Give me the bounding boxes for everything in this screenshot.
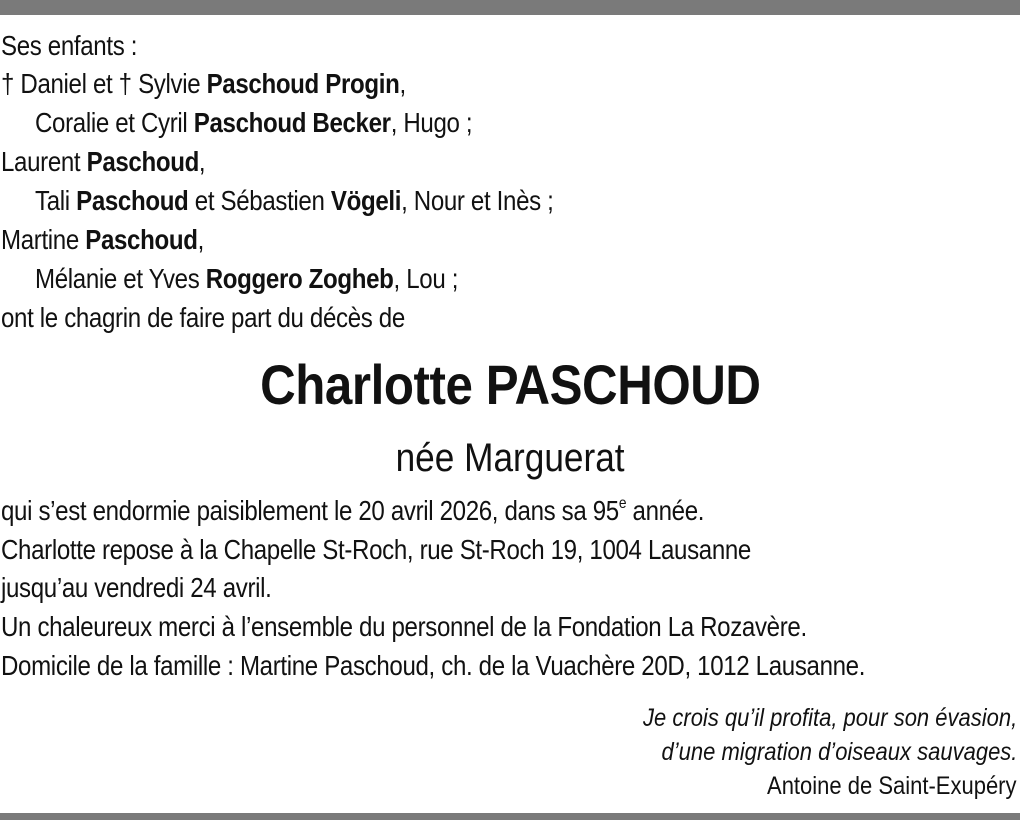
family-line-2: Coralie et Cyril Paschoud Becker, Hugo ; bbox=[35, 107, 473, 138]
detail-line-4: Un chaleureux merci à l’ensemble du personnel de la Fondation La Rozavère. bbox=[1, 611, 807, 642]
family-line-6: Mélanie et Yves Roggero Zogheb, Lou ; bbox=[35, 263, 459, 294]
quote-author: Antoine de Saint-Exupéry bbox=[767, 772, 1017, 800]
announcement-line: ont le chagrin de faire part du décès de bbox=[1, 302, 405, 333]
bottom-rule bbox=[0, 813, 1020, 820]
top-rule bbox=[0, 0, 1020, 15]
family-surname: Roggero Zogheb bbox=[205, 263, 394, 294]
family-surname: Paschoud bbox=[85, 224, 198, 255]
family-line-3: Laurent Paschoud, bbox=[1, 146, 206, 177]
family-line-5: Martine Paschoud, bbox=[1, 224, 204, 255]
detail-line-1: qui s’est endormie paisiblement le 20 avril 2026, dans sa 95e année. bbox=[1, 495, 705, 526]
quote-line-2: d’une migration d’oiseaux sauvages. bbox=[661, 738, 1017, 766]
deceased-name: Charlotte PASCHOUD bbox=[259, 353, 761, 416]
family-surname: Paschoud Becker bbox=[193, 107, 391, 138]
family-surname: Paschoud bbox=[86, 146, 199, 177]
quote-line-1: Je crois qu’il profita, pour son évasion, bbox=[642, 704, 1017, 732]
family-line-4: Tali Paschoud et Sébastien Vögeli, Nour et Inès ; bbox=[35, 185, 554, 216]
family-surname: Paschoud bbox=[76, 185, 189, 216]
ordinal-suffix: e bbox=[618, 495, 627, 512]
detail-line-3: jusqu’au vendredi 24 avril. bbox=[1, 572, 272, 603]
detail-line-5: Domicile de la famille : Martine Paschoud, ch. de la Vuachère 20D, 1012 Lausanne. bbox=[1, 650, 866, 681]
family-surname: Vögeli bbox=[330, 185, 402, 216]
family-surname: Paschoud Progin bbox=[206, 68, 400, 99]
detail-line-2: Charlotte repose à la Chapelle St-Roch, rue St-Roch 19, 1004 Lausanne bbox=[1, 534, 751, 565]
family-line-1: † Daniel et † Sylvie Paschoud Progin, bbox=[1, 68, 406, 99]
maiden-name: née Marguerat bbox=[395, 436, 625, 480]
family-intro: Ses enfants : bbox=[1, 30, 138, 61]
